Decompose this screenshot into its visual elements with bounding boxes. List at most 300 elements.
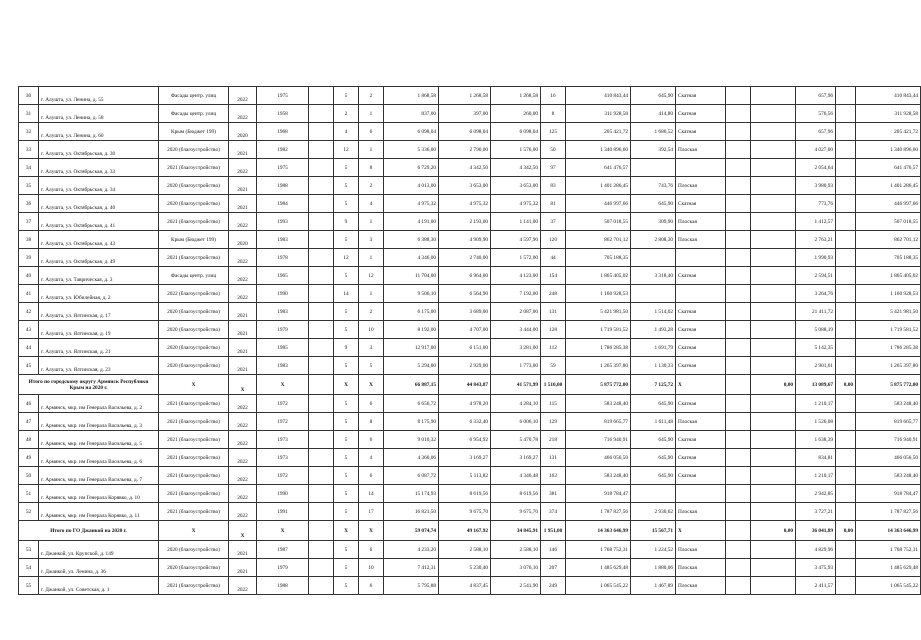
owned-area-cell: 4 346,48: [491, 467, 541, 485]
living-area-cell: 4 978,20: [439, 395, 491, 413]
total-area-cell: 4 013,00: [384, 177, 439, 195]
year-cell: 2021: [229, 321, 257, 339]
total-area-cell: 1 868,58: [384, 87, 439, 105]
floors-cell: 5: [334, 395, 359, 413]
cost-cell: 311 928,58: [566, 105, 631, 123]
living-area-cell: 44 843,87: [439, 375, 491, 395]
grand-total-cell: 205 421,72: [856, 123, 921, 141]
cost-cell: 1 768 752,31: [566, 541, 631, 559]
empty-cell: [309, 213, 334, 231]
empty-cell: [309, 339, 334, 357]
empty-cell: [726, 87, 751, 105]
table-row: [19, 431, 921, 449]
roof-type-cell: Скатная: [676, 123, 726, 141]
empty-cell: [309, 195, 334, 213]
living-area-cell: 9 675,70: [439, 503, 491, 521]
empty-cell: [726, 141, 751, 159]
living-area-cell: 4 707,00: [439, 321, 491, 339]
built-year-cell: 1975: [257, 159, 309, 177]
work-type-cell: 2021 (благоустройство): [159, 213, 229, 231]
extra-cell: [836, 87, 856, 105]
living-area-cell: 2 588,10: [439, 541, 491, 559]
owned-area-cell: 3 169,27: [491, 449, 541, 467]
roof-area-cell: 645,90: [631, 395, 676, 413]
owned-area-cell: 1 268,58: [491, 87, 541, 105]
roof-type-cell: Плоская: [676, 177, 726, 195]
roof-area-cell: 309,90: [631, 213, 676, 231]
total-area-cell: 4 975,32: [384, 195, 439, 213]
extra-cell: 0,00: [836, 375, 856, 395]
empty-cell: [726, 321, 751, 339]
unit-cost-cell: 4 027,00: [796, 141, 836, 159]
empty-cell: [726, 467, 751, 485]
grand-total-cell: 716 940,91: [856, 431, 921, 449]
empty-cell: [309, 87, 334, 105]
address-cell: г. Армянск, мкр. им Генерала Васильева, д. 7: [39, 467, 159, 485]
unit-cost-cell: 657,96: [796, 87, 836, 105]
cost-cell: 14 363 646,99: [566, 521, 631, 541]
extra-cell: [836, 577, 856, 595]
year-cell: 2022: [229, 395, 257, 413]
owned-area-cell: 8 619,56: [491, 485, 541, 503]
floors-cell: 5: [334, 503, 359, 521]
fund-cell: 0,00: [751, 521, 796, 541]
extra-cell: [836, 249, 856, 267]
grand-total-cell: 1 719 581,52: [856, 321, 921, 339]
extra-cell: [836, 431, 856, 449]
entrances-cell: 3: [359, 231, 384, 249]
year-cell: 2022: [229, 105, 257, 123]
floors-cell: X: [334, 521, 359, 541]
address-cell: г. Алушта, ул. Ялтинская, д. 19: [39, 321, 159, 339]
owned-area-cell: 2 541,90: [491, 577, 541, 595]
extra-cell: [836, 485, 856, 503]
built-year-cell: X: [257, 521, 309, 541]
empty-cell: [726, 413, 751, 431]
fund-cell: [751, 577, 796, 595]
work-type-cell: 2021 (благоустройство): [159, 467, 229, 485]
row-number: 31: [19, 105, 39, 123]
work-type-cell: X: [159, 521, 229, 541]
empty-cell: [309, 431, 334, 449]
residents-cell: 37: [541, 213, 566, 231]
year-cell: 2020: [229, 123, 257, 141]
work-type-cell: 2020 (благоустройство): [159, 303, 229, 321]
floors-cell: 12: [334, 249, 359, 267]
owned-area-cell: 1 141,00: [491, 213, 541, 231]
residents-cell: 125: [541, 123, 566, 141]
table-row: [19, 541, 921, 559]
residents-cell: 128: [541, 321, 566, 339]
entrances-cell: 6: [359, 123, 384, 141]
total-area-cell: 66 887,15: [384, 375, 439, 395]
entrances-cell: 2: [359, 87, 384, 105]
owned-area-cell: 1 576,00: [491, 141, 541, 159]
table-row: [19, 395, 921, 413]
living-area-cell: 4 909,90: [439, 231, 491, 249]
year-cell: 2021: [229, 339, 257, 357]
floors-cell: 5: [334, 559, 359, 577]
work-type-cell: 2020 (благоустройство): [159, 321, 229, 339]
extra-cell: 0,00: [836, 521, 856, 541]
living-area-cell: 6 151,00: [439, 339, 491, 357]
total-area-cell: 5 336,00: [384, 141, 439, 159]
roof-area-cell: 645,90: [631, 467, 676, 485]
work-type-cell: 2021 (благоустройство): [159, 413, 229, 431]
owned-area-cell: 7 192,00: [491, 285, 541, 303]
address-cell: г. Армянск, мкр. им Генерала Корявко, д. 11: [39, 503, 159, 521]
built-year-cell: 1984: [257, 195, 309, 213]
built-year-cell: 1990: [257, 285, 309, 303]
cost-cell: 205 421,72: [566, 123, 631, 141]
address-cell: г. Армянск, мкр. им Генерала Васильева, д. 5: [39, 431, 159, 449]
address-cell: г. Алушта, ул. Юбилейная, д. 2: [39, 285, 159, 303]
row-number: 47: [19, 413, 39, 431]
residents-cell: 112: [541, 339, 566, 357]
residents-cell: 120: [541, 231, 566, 249]
fund-cell: [751, 449, 796, 467]
built-year-cell: 1972: [257, 413, 309, 431]
living-area-cell: 6 954,92: [439, 431, 491, 449]
year-cell: 2021: [229, 141, 257, 159]
extra-cell: [836, 105, 856, 123]
residents-cell: 248: [541, 285, 566, 303]
fund-cell: [751, 467, 796, 485]
grand-total-cell: 410 843,44: [856, 87, 921, 105]
extra-cell: [836, 467, 856, 485]
floors-cell: 5: [334, 449, 359, 467]
empty-cell: [309, 503, 334, 521]
owned-area-cell: 6 006,10: [491, 413, 541, 431]
roof-type-cell: X: [676, 521, 726, 541]
work-type-cell: 2020 (благоустройство): [159, 559, 229, 577]
fund-cell: [751, 431, 796, 449]
empty-cell: [726, 375, 751, 395]
unit-cost-cell: 773,76: [796, 195, 836, 213]
extra-cell: [836, 159, 856, 177]
owned-area-cell: 2 588,10: [491, 541, 541, 559]
roof-area-cell: 645,90: [631, 449, 676, 467]
grand-total-cell: 1 065 545,22: [856, 577, 921, 595]
extra-cell: [836, 141, 856, 159]
roof-area-cell: 1 691,79: [631, 339, 676, 357]
empty-cell: [309, 559, 334, 577]
address-cell: г. Алушта, ул. Ялтинская, д. 21: [39, 339, 159, 357]
cost-cell: 1 160 928,53: [566, 285, 631, 303]
total-area-cell: 59 074,74: [384, 521, 439, 541]
roof-area-cell: 1 493,28: [631, 321, 676, 339]
address-cell: г. Алушта, ул. Октябрьская, д. 33: [39, 159, 159, 177]
roof-type-cell: Скатная: [676, 195, 726, 213]
grand-total-cell: 1 865 405,02: [856, 267, 921, 285]
address-cell: г. Армянск, мкр. им Генерала Васильева, д. 6: [39, 449, 159, 467]
extra-cell: [836, 267, 856, 285]
total-area-cell: 837,00: [384, 105, 439, 123]
table-row: [19, 105, 921, 123]
roof-type-cell: Плоская: [676, 577, 726, 595]
roof-area-cell: 645,90: [631, 87, 676, 105]
work-type-cell: X: [159, 375, 229, 395]
row-number: 33: [19, 141, 39, 159]
year-cell: 2022: [229, 449, 257, 467]
total-area-cell: 8 175,90: [384, 413, 439, 431]
built-year-cell: 1979: [257, 559, 309, 577]
roof-area-cell: 1 514,02: [631, 303, 676, 321]
year-cell: 2022: [229, 431, 257, 449]
built-year-cell: 1975: [257, 87, 309, 105]
total-label: Итого по ГО Джанкой на 2020 г.: [19, 521, 159, 541]
roof-type-cell: Плоская: [676, 503, 726, 521]
work-type-cell: 2021 (благоустройство): [159, 449, 229, 467]
roof-type-cell: [676, 285, 726, 303]
floors-cell: 14: [334, 285, 359, 303]
floors-cell: 9: [334, 339, 359, 357]
year-cell: 2022: [229, 285, 257, 303]
total-area-cell: 7 412,31: [384, 559, 439, 577]
address-cell: г. Алушта, ул. Октябрьская, д. 30: [39, 141, 159, 159]
entrances-cell: 4: [359, 195, 384, 213]
unit-cost-cell: 657,96: [796, 123, 836, 141]
total-area-cell: 6 175,00: [384, 303, 439, 321]
residents-cell: 81: [541, 195, 566, 213]
table-row: [19, 123, 921, 141]
row-number: 46: [19, 395, 39, 413]
unit-cost-cell: 1 638,39: [796, 431, 836, 449]
entrances-cell: 6: [359, 431, 384, 449]
unit-cost-cell: 1 526,08: [796, 413, 836, 431]
living-area-cell: 2 929,00: [439, 357, 491, 375]
address-cell: г. Алушта, ул. Октябрьская, д. 41: [39, 213, 159, 231]
row-number: 53: [19, 541, 39, 559]
unit-cost-cell: 576,56: [796, 105, 836, 123]
total-label: Итого по городскому округу Армянск Республики Крым на 2020 г.: [19, 375, 159, 395]
work-type-cell: 2020 (благоустройство): [159, 177, 229, 195]
built-year-cell: 1988: [257, 177, 309, 195]
floors-cell: 4: [334, 123, 359, 141]
grand-total-cell: 641 476,57: [856, 159, 921, 177]
roof-area-cell: 1 680,52: [631, 123, 676, 141]
cost-cell: 716 940,91: [566, 431, 631, 449]
empty-cell: [309, 467, 334, 485]
empty-cell: [726, 231, 751, 249]
living-area-cell: 5 230,40: [439, 559, 491, 577]
fund-cell: [751, 231, 796, 249]
table-row: [19, 195, 921, 213]
empty-cell: [726, 449, 751, 467]
cost-cell: 862 701,12: [566, 231, 631, 249]
entrances-cell: 2: [359, 177, 384, 195]
empty-cell: [726, 123, 751, 141]
row-number: 36: [19, 195, 39, 213]
fund-cell: [751, 357, 796, 375]
empty-cell: [309, 285, 334, 303]
empty-cell: [309, 105, 334, 123]
unit-cost-cell: 1 990,93: [796, 249, 836, 267]
cost-cell: 1 719 581,52: [566, 321, 631, 339]
cost-cell: 1 265 397,80: [566, 357, 631, 375]
address-cell: г. Алушта, ул. Октябрьская, д. 43: [39, 231, 159, 249]
year-cell: 2022: [229, 159, 257, 177]
grand-total-cell: 507 018,55: [856, 213, 921, 231]
cost-cell: 446 997,66: [566, 195, 631, 213]
total-row: [19, 375, 921, 395]
year-cell: 2021: [229, 559, 257, 577]
owned-area-cell: 3 653,00: [491, 177, 541, 195]
cost-cell: 1 786 285,38: [566, 339, 631, 357]
cost-cell: 819 665,77: [566, 413, 631, 431]
floors-cell: 5: [334, 303, 359, 321]
row-number: 52: [19, 503, 39, 521]
year-cell: 2022: [229, 267, 257, 285]
address-cell: г. Алушта, ул. Ялтинская, д. 23: [39, 357, 159, 375]
residents-cell: 162: [541, 467, 566, 485]
grand-total-cell: 1 401 286,45: [856, 177, 921, 195]
table-row: [19, 449, 921, 467]
unit-cost-cell: 2 054,64: [796, 159, 836, 177]
roof-type-cell: [676, 159, 726, 177]
entrances-cell: 1: [359, 249, 384, 267]
row-number: 37: [19, 213, 39, 231]
empty-cell: [309, 303, 334, 321]
built-year-cell: 1968: [257, 123, 309, 141]
built-year-cell: 1982: [257, 141, 309, 159]
total-area-cell: 6 098,04: [384, 123, 439, 141]
row-number: 42: [19, 303, 39, 321]
cost-cell: 1 401 286,45: [566, 177, 631, 195]
built-year-cell: X: [257, 375, 309, 395]
empty-cell: [726, 357, 751, 375]
table-row: [19, 177, 921, 195]
unit-cost-cell: 2 763,21: [796, 231, 836, 249]
total-area-cell: 6 729,20: [384, 159, 439, 177]
living-area-cell: 3 653,00: [439, 177, 491, 195]
year-cell: 2022: [229, 485, 257, 503]
fund-cell: [751, 267, 796, 285]
unit-cost-cell: 2 901,61: [796, 357, 836, 375]
grand-total-cell: 1 340 896,60: [856, 141, 921, 159]
row-number: 32: [19, 123, 39, 141]
cost-cell: 507 018,55: [566, 213, 631, 231]
owned-area-cell: 3 281,00: [491, 339, 541, 357]
owned-area-cell: 9 675,70: [491, 503, 541, 521]
empty-cell: [726, 213, 751, 231]
entrances-cell: 6: [359, 577, 384, 595]
residents-cell: 374: [541, 503, 566, 521]
year-cell: X: [229, 375, 257, 395]
fund-cell: [751, 541, 796, 559]
roof-type-cell: Скатная: [676, 395, 726, 413]
living-area-cell: 3 169,27: [439, 449, 491, 467]
empty-cell: [726, 577, 751, 595]
built-year-cell: 1979: [257, 321, 309, 339]
work-type-cell: 2021 (благоустройство): [159, 431, 229, 449]
unit-cost-cell: 3 727,21: [796, 503, 836, 521]
table-row: [19, 503, 921, 521]
row-number: 34: [19, 159, 39, 177]
year-cell: 2022: [229, 249, 257, 267]
unit-cost-cell: 2 411,57: [796, 577, 836, 595]
built-year-cell: 1965: [257, 267, 309, 285]
owned-area-cell: 6 098,04: [491, 123, 541, 141]
total-row: [19, 521, 921, 541]
roof-type-cell: Скатная: [676, 449, 726, 467]
built-year-cell: 1991: [257, 503, 309, 521]
fund-cell: 0,00: [751, 375, 796, 395]
cost-cell: 1 340 896,60: [566, 141, 631, 159]
work-type-cell: Фасады центр. улиц: [159, 267, 229, 285]
roof-area-cell: 7 125,72: [631, 375, 676, 395]
built-year-cell: 1972: [257, 395, 309, 413]
roof-type-cell: Скатная: [676, 87, 726, 105]
floors-cell: 5: [334, 485, 359, 503]
empty-cell: [726, 303, 751, 321]
entrances-cell: 8: [359, 413, 384, 431]
roof-type-cell: Скатная: [676, 321, 726, 339]
residents-cell: 8: [541, 105, 566, 123]
owned-area-cell: 3 444,00: [491, 321, 541, 339]
table-row: [19, 285, 921, 303]
fund-cell: [751, 395, 796, 413]
year-cell: 2021: [229, 541, 257, 559]
entrances-cell: 1: [359, 213, 384, 231]
living-area-cell: 5 113,82: [439, 467, 491, 485]
roof-area-cell: 2 808,30: [631, 231, 676, 249]
empty-cell: [726, 503, 751, 521]
empty-cell: [726, 195, 751, 213]
address-cell: г. Армянск, мкр. им Генерала Васильева, д. 2: [39, 395, 159, 413]
entrances-cell: 1: [359, 141, 384, 159]
unit-cost-cell: 2 942,85: [796, 485, 836, 503]
empty-cell: [309, 141, 334, 159]
roof-type-cell: Скатная: [676, 267, 726, 285]
total-area-cell: 5 294,00: [384, 357, 439, 375]
living-area-cell: 1 268,58: [439, 87, 491, 105]
residents-cell: 16: [541, 87, 566, 105]
address-cell: г. Алушта, ул. Таврическая, д. 3: [39, 267, 159, 285]
roof-area-cell: 1 130,33: [631, 357, 676, 375]
total-area-cell: 15 174,93: [384, 485, 439, 503]
empty-cell: [726, 267, 751, 285]
roof-type-cell: Плоская: [676, 213, 726, 231]
unit-cost-cell: 1 210,17: [796, 467, 836, 485]
empty-cell: [309, 267, 334, 285]
address-cell: г. Алушта, ул. Ленина, д. 58: [39, 105, 159, 123]
grand-total-cell: 1 787 827,56: [856, 503, 921, 521]
year-cell: 2022: [229, 87, 257, 105]
unit-cost-cell: 1 412,57: [796, 213, 836, 231]
grand-total-cell: 583 248,40: [856, 395, 921, 413]
unit-cost-cell: 3 264,76: [796, 285, 836, 303]
entrances-cell: 17: [359, 503, 384, 521]
address-cell: г. Армянск, мкр. им Генерала Корявко, д. 10: [39, 485, 159, 503]
empty-cell: [309, 231, 334, 249]
owned-area-cell: 5 470,78: [491, 431, 541, 449]
owned-area-cell: 4 597,90: [491, 231, 541, 249]
extra-cell: [836, 357, 856, 375]
row-number: 41: [19, 285, 39, 303]
roof-type-cell: Скатная: [676, 303, 726, 321]
fund-cell: [751, 485, 796, 503]
address-cell: г. Алушта, ул. Октябрьская, д. 49: [39, 249, 159, 267]
empty-cell: [309, 177, 334, 195]
owned-area-cell: 41 571,99: [491, 375, 541, 395]
grand-total-cell: 5 421 981,50: [856, 303, 921, 321]
built-year-cell: 1990: [257, 485, 309, 503]
cost-cell: 583 248,40: [566, 467, 631, 485]
empty-cell: [309, 249, 334, 267]
table-row: [19, 467, 921, 485]
total-area-cell: 9 010,32: [384, 431, 439, 449]
